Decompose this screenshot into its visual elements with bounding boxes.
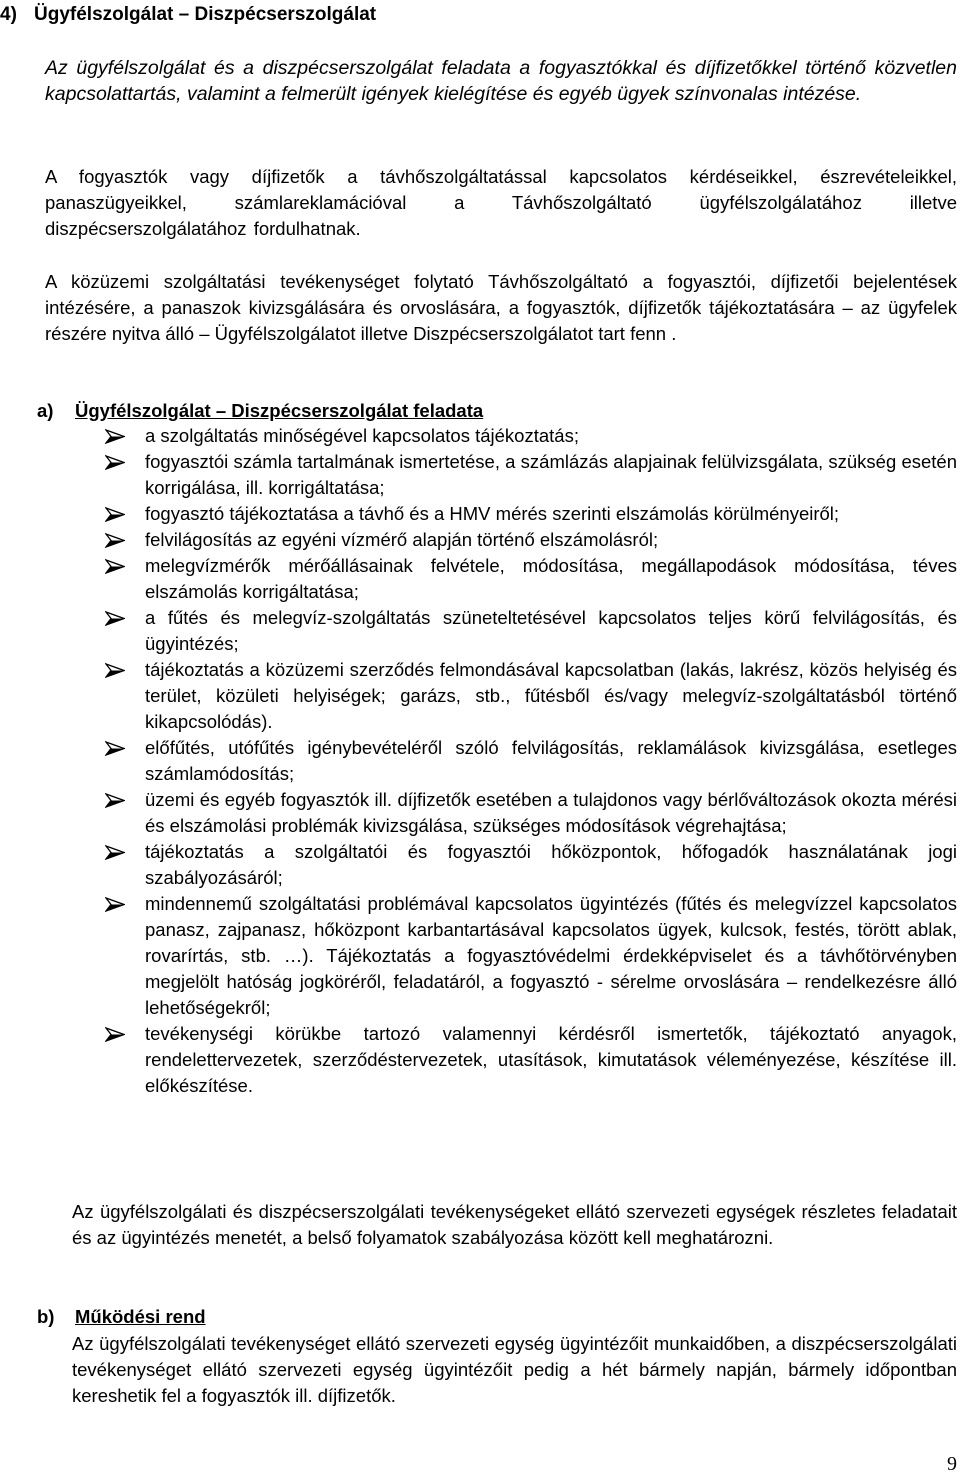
list-item-text: előfűtés, utófűtés igénybevételéről szóló felvilágosítás, reklamálások kivizsgálása, esetleges számlamódosítás; [145,737,957,784]
arrowhead-bullet-icon [105,533,125,548]
subsection-b-title: Működési rend [75,1306,206,1327]
arrowhead-bullet-icon [105,1027,125,1042]
list-item-text: tájékoztatás a közüzemi szerződés felmondásával kapcsolatban (lakás, lakrész, közös helyiség és terület, közületi helyiségek; garázs, stb., fűtésből és/vagy melegvíz-szolgáltatásból történő kikapcsolódás). [145,659,957,732]
paragraph-contact: A fogyasztók vagy díjfizetők a távhőszolgáltatással kapcsolatos kérdéseikkel, észrevételeikkel, panaszügyeikkel, számlareklamációval a Távhőszolgáltató ügyfélszolgálatához illetve diszpécserszolgálatához fordulhatnak. [45,166,957,239]
list-item [100,787,957,839]
subsection-a-label: a) [37,400,54,421]
list-item [100,735,957,787]
arrowhead-bullet-icon [105,429,125,444]
arrowhead-bullet-icon [105,663,125,678]
arrowhead-bullet-icon [105,897,125,912]
subsection-b-paragraph: Az ügyfélszolgálati tevékenységet ellátó szervezeti egység ügyintézőit munkaidőben, a diszpécserszolgálati tevékenységet ellátó szervezeti egység ügyintézőit pedig a hét bármely napján, bármely időpontban kereshetik fel a fogyasztók ill. díjfizetők. [72,1333,957,1406]
list-item-text: tevékenységi körükbe tartozó valamennyi kérdésről ismertetők, tájékoztató anyagok, rendelettervezetek, szerződéstervezetek, utasítások, kimutatások véleményezése, készítése ill. előkészítése. [145,1023,957,1096]
arrowhead-bullet-icon [105,741,125,756]
section-heading [0,2,376,28]
list-item-text: üzemi és egyéb fogyasztók ill. díjfizetők esetében a tulajdonos vagy bérlőváltozások okozta mérési és elszámolási problémák kivizsgálása, szükséges módosítások végrehajtása; [145,789,957,836]
list-item-text: mindennemű szolgáltatási problémával kapcsolatos ügyintézés (fűtés és melegvízzel kapcsolatos panasz, zajpanasz, hőközpont karbantartásával kapcsolatos ügyek, kulcsok, festés, törött ablak, rovarírtás, stb. …). Tájékoztatás a fogyasztóvédelmi érdekképviselet és a távhőtörvényben megjelölt hatóság jogköréről, feladatáról, a fogyasztó - sérelme orvoslására – rendelkezésre álló lehetőségekről; [145,893,957,1018]
arrowhead-bullet-icon [105,507,125,522]
list-item-text: felvilágosítás az egyéni vízmérő alapján történő elszámolásról; [145,529,659,550]
task-bullet-list [100,423,957,1099]
list-item [100,501,957,527]
list-item [100,449,957,501]
intro-paragraph: Az ügyfélszolgálat és a diszpécserszolgálat feladata a fogyasztókkal és díjfizetőkkel történő közvetlen kapcsolattartás, valamint a felmerült igények kielégítése és egyéb ügyek színvonalas intézése. [45,57,957,105]
section-number: 4) [0,4,17,25]
subsection-a-title: Ügyfélszolgálat – Diszpécserszolgálat feladata [75,400,484,421]
list-item [100,657,957,735]
closing-paragraph: Az ügyfélszolgálati és diszpécserszolgálati tevékenységeket ellátó szervezeti egységek részletes feladatait és az ügyintézés menetét, a belső folyamatok szabályozása között kell meghatározni. [72,1201,957,1248]
arrowhead-bullet-icon [105,845,125,860]
paragraph-service: A közüzemi szolgáltatási tevékenységet folytató Távhőszolgáltató a fogyasztói, díjfizetői bejelentések intézésére, a panaszok kivizsgálására és orvoslására, a fogyasztók, díjfizetők tájékoztatására – az ügyfelek részére nyitva álló – Ügyfélszolgálatot illetve Diszpécserszolgálatot tart fenn . [45,271,957,344]
arrowhead-bullet-icon [105,559,125,574]
list-item-text: fogyasztói számla tartalmának ismertetése, a számlázás alapjainak felülvizsgálata, szükség esetén korrigálása, ill. korrigáltatása; [145,451,957,498]
arrowhead-bullet-icon [105,611,125,626]
subsection-a-heading [37,398,483,424]
page-number: 9 [947,1453,957,1475]
list-item [100,527,957,553]
list-item [100,423,957,449]
list-item-text: melegvízmérők mérőállásainak felvétele, módosítása, megállapodások módosítása, téves elszámolás korrigáltatása; [145,555,957,602]
list-item-text: a szolgáltatás minőségével kapcsolatos tájékoztatás; [145,425,579,446]
arrowhead-bullet-icon [105,793,125,808]
section-title: Ügyfélszolgálat – Diszpécserszolgálat [34,4,377,25]
subsection-b-heading [37,1304,206,1330]
list-item [100,605,957,657]
list-item-text: fogyasztó tájékoztatása a távhő és a HMV mérés szerinti elszámolás körülményeiről; [145,503,840,524]
list-item [100,553,957,605]
subsection-b-label: b) [37,1306,55,1327]
list-item [100,891,957,1021]
arrowhead-bullet-icon [105,455,125,470]
list-item [100,839,957,891]
list-item-text: tájékoztatás a szolgáltatói és fogyasztói hőközpontok, hőfogadók használatának jogi szabályozásáról; [145,841,957,888]
list-item [100,1021,957,1099]
list-item-text: a fűtés és melegvíz-szolgáltatás szüneteltetésével kapcsolatos teljes körű felvilágosítás, és ügyintézés; [145,607,957,654]
